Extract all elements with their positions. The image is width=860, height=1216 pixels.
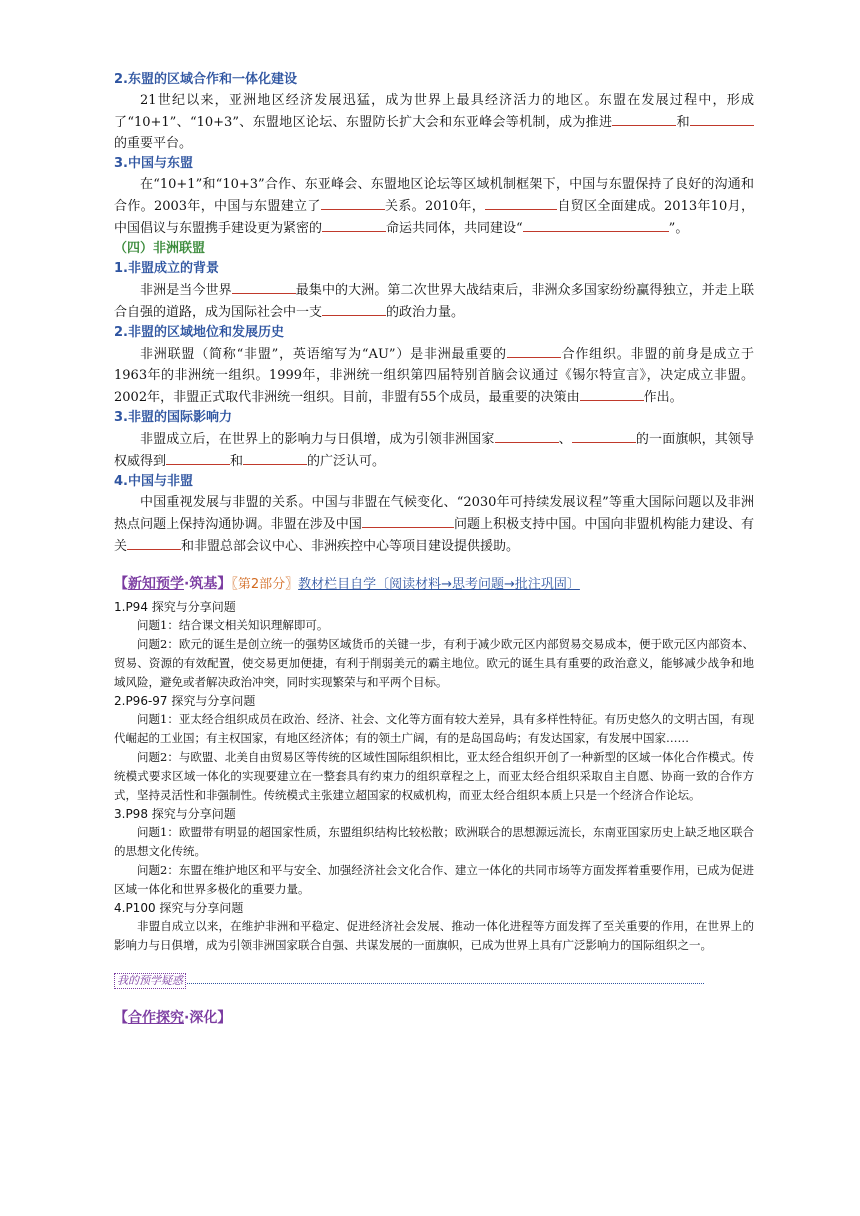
text: 命运共同体，共同建设“ — [386, 221, 523, 236]
text: 、 — [558, 432, 572, 447]
section-title-part-b: 筑基 — [189, 576, 218, 592]
text: 关系。2010年， — [384, 199, 486, 214]
heading-au-influence: 3.非盟的国际影响力 — [114, 410, 232, 425]
text: 的政治力量。 — [386, 305, 465, 320]
document-page — [114, 70, 754, 1027]
text: 自贸区全面建成。2013年10月，中国倡议与东盟携手建设更为紧密的 — [114, 199, 754, 236]
text: 的重要平台。 — [114, 136, 193, 151]
text: 最集中的大洲。第二次世界大战结束后，非洲众多国家纷纷赢得独立，并走上联合自强的道路，成为国际社会中一支 — [114, 283, 754, 320]
title-dot: · — [184, 576, 190, 592]
fill-blank[interactable] — [485, 195, 557, 210]
section-title-preview — [114, 573, 754, 596]
doubt-dotted-line — [114, 983, 704, 984]
text: 在“10+1”和“10+3”合作、东亚峰会、东盟地区论坛等区域机制框架下，中国与东盟保持了良好的沟通和合作。2003年，中国与东盟建立了 — [114, 177, 754, 214]
preview-doubt-area[interactable] — [114, 969, 754, 989]
fill-blank[interactable] — [507, 343, 561, 358]
preview-item — [114, 805, 754, 899]
fill-blank[interactable] — [232, 279, 296, 294]
heading-african-union: （四）非洲联盟 — [114, 241, 206, 256]
text: 和 — [676, 115, 690, 130]
text: 的广泛认可。 — [307, 454, 386, 469]
answer-paragraph: 问题1：结合课文相关知识理解即可。 — [137, 618, 329, 632]
section-title-cooperation — [114, 1007, 754, 1027]
paragraph-china-asean — [114, 174, 754, 239]
heading-china-au: 4.中国与非盟 — [114, 474, 193, 489]
answer-paragraph: 非盟自成立以来，在维护非洲和平稳定、促进经济社会发展、推动一体化进程等方面发挥了至关重要的作用，在世界上的影响力与日俱增，成为引领非洲国家联合自强、共谋发展的一面旗帜，已成为世界上具有广泛影响力的国际组织之一。 — [114, 919, 754, 952]
text: ”。 — [668, 221, 689, 236]
heading-au-background: 1.非盟成立的背景 — [114, 261, 219, 276]
question-heading: 1.P94 探究与分享问题 — [114, 600, 236, 614]
title-dot: · — [184, 1010, 190, 1026]
preview-item — [114, 598, 754, 692]
fill-blank[interactable] — [580, 386, 644, 401]
answer-paragraph: 问题1：亚太经合组织成员在政治、经济、社会、文化等方面有较大差异，具有多样性特征。有历史悠久的文明古国，有现代崛起的工业国；有主权国家，有地区经济体；有的领土广阔，有的是岛国岛屿；有发达国家，有发展中国家…… — [114, 712, 754, 745]
fill-blank[interactable] — [321, 195, 385, 210]
fill-blank[interactable] — [495, 428, 559, 443]
paragraph-au-status — [114, 343, 754, 408]
fill-blank[interactable] — [523, 217, 669, 232]
fill-blank[interactable] — [612, 111, 676, 126]
paragraph-au-influence — [114, 428, 754, 472]
text: 的一面旗帜，其领导权威得到 — [114, 432, 754, 469]
answer-paragraph: 问题2：与欧盟、北美自由贸易区等传统的区域性国际组织相比，亚太经合组织开创了一种新型的区域一体化合作模式。传统模式要求区域一体化的实现要建立在一整套具有约束力的组织章程之上，而亚太经合组织采取自主自愿、协商一致的合作方式，坚持灵活性和非强制性。传统模式主张建立超国家的权威机构，而亚太经合组织本质上只是一个经济合作论坛。 — [114, 750, 754, 802]
bracket-open: 【 — [114, 1010, 128, 1026]
text: 和非盟总部会议中心、非洲疾控中心等项目建设提供援助。 — [181, 539, 520, 554]
answer-paragraph: 问题2：欧元的诞生是创立统一的强势区域货币的关键一步，有利于减少欧元区内部贸易交易成本，便于欧元区内部资本、贸易、资源的有效配置，使交易更加便捷，有利于削弱美元的霸主地位。欧元的诞生具有重要的政治意义，能够减少战争和地域风险，避免或者解决政治冲突，同时实现繁荣与和平两个目标。 — [114, 637, 754, 689]
text: 非洲是当今世界 — [140, 283, 232, 298]
heading-china-asean: 3.中国与东盟 — [114, 156, 193, 171]
bracket-open: 【 — [114, 576, 128, 592]
answer-paragraph: 问题1：欧盟带有明显的超国家性质，东盟组织结构比较松散；欧洲联合的思想源远流长，东南亚国家历史上缺乏地区联合的思想文化传统。 — [114, 825, 754, 858]
text: 非洲联盟（简称“非盟”，英语缩写为“AU”）是非洲最重要的 — [140, 347, 507, 362]
heading-asean-cooperation: 2.东盟的区域合作和一体化建设 — [114, 72, 297, 87]
section-title-part-a: 新知预学 — [128, 576, 184, 592]
fill-blank[interactable] — [243, 450, 307, 465]
fill-blank[interactable] — [690, 111, 754, 126]
fill-blank[interactable] — [322, 217, 386, 232]
paragraph-china-au — [114, 492, 754, 557]
preview-item — [114, 692, 754, 805]
question-heading: 3.P98 探究与分享问题 — [114, 807, 236, 821]
section-title-part-b: 深化 — [189, 1010, 218, 1026]
heading-au-status: 2.非盟的区域地位和发展历史 — [114, 325, 284, 340]
fill-blank[interactable] — [166, 450, 230, 465]
doubt-label: 我的预学疑惑 — [114, 973, 186, 989]
text: 合作组织。非盟的前身是成立于1963年的非洲统一组织。1999年，非洲统一组织第四届特别首脑会议通过《锡尔特宣言》，决定成立非盟。2002年，非盟正式取代非洲统一组织。目前，非盟有55个成员，最重要的决策由 — [114, 347, 754, 405]
text: 21世纪以来，亚洲地区经济发展迅猛，成为世界上最具经济活力的地区。东盟在发展过程中，形成了“10+1”、“10+3”、东盟地区论坛、东盟防长扩大会和东亚峰会等机制，成为推进 — [114, 93, 754, 130]
text: 非盟成立后，在世界上的影响力与日俱增，成为引领非洲国家 — [140, 432, 495, 447]
fill-blank[interactable] — [572, 428, 636, 443]
section-subtitle: 〖第2部分〗 — [231, 577, 299, 592]
fill-blank[interactable] — [362, 513, 454, 528]
question-heading: 2.P96-97 探究与分享问题 — [114, 694, 256, 708]
paragraph-asean-cooperation — [114, 90, 754, 154]
section-link[interactable]: 教材栏目自学〔阅读材料→思考问题→批注巩固〕 — [298, 577, 580, 592]
fill-blank[interactable] — [322, 301, 386, 316]
question-heading: 4.P100 探究与分享问题 — [114, 901, 244, 915]
text: 和 — [230, 454, 244, 469]
text: 中国重视发展与非盟的关系。中国与非盟在气候变化、“2030年可持续发展议程”等重大国际问题以及非洲热点问题上保持沟通协调。非盟在涉及中国 — [114, 495, 754, 532]
answer-paragraph: 问题2：东盟在维护地区和平与安全、加强经济社会文化合作、建立一体化的共同市场等方面发挥着重要作用，已成为促进区域一体化和世界多极化的重要力量。 — [114, 863, 754, 896]
fill-blank[interactable] — [127, 535, 181, 550]
bracket-close: 】 — [217, 1010, 232, 1026]
preview-item — [114, 899, 754, 955]
paragraph-au-background — [114, 279, 754, 323]
bracket-close: 】 — [217, 576, 232, 592]
text: 作出。 — [643, 390, 683, 405]
section-title-part-a: 合作探究 — [128, 1010, 184, 1026]
text: 问题上积极支持中国。中国向非盟机构能力建设、有关 — [114, 517, 754, 554]
